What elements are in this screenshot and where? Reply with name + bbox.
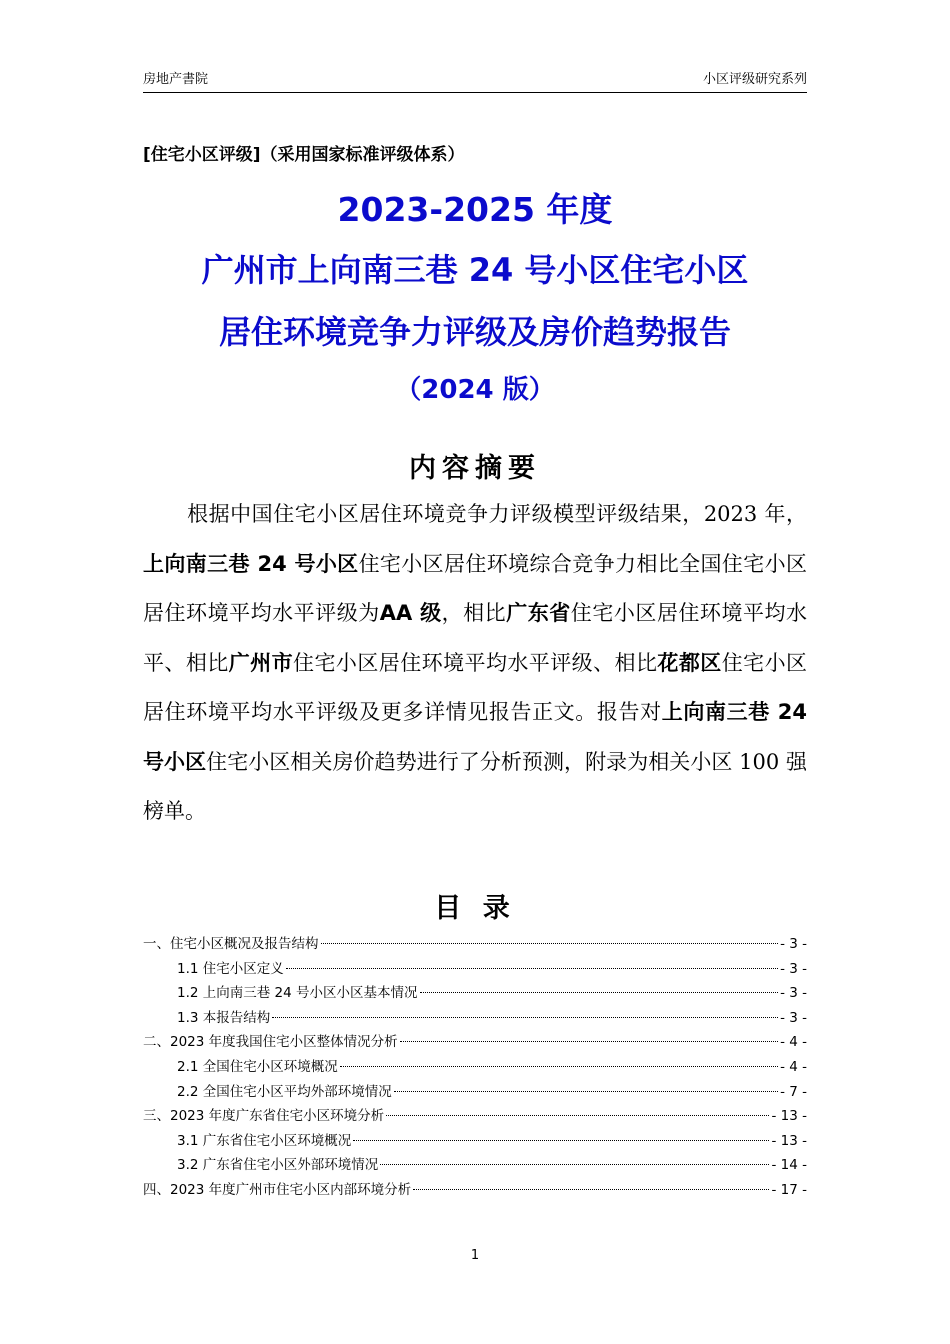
title-year: 2023-2025 年度 (337, 190, 613, 229)
title-edition: （2024 版） (395, 375, 555, 405)
toc-leader-dots (386, 1115, 769, 1116)
toc-entry[interactable] (143, 1153, 807, 1178)
toc-entry[interactable] (143, 1104, 807, 1129)
toc-entry-label: 一、住宅小区概况及报告结构 (143, 936, 319, 952)
abstract-text: 住宅小区居住环境平均水平评级、相比 (293, 650, 658, 675)
toc-entry[interactable] (143, 1080, 807, 1105)
abstract-highlight: 上向南三巷 24 号小区 (143, 551, 359, 576)
toc-entry[interactable] (143, 1129, 807, 1154)
toc-entry-page: - 14 - (771, 1157, 807, 1174)
toc-entry[interactable] (143, 1030, 807, 1055)
title-subject: 广州市上向南三巷 24 号小区住宅小区 (201, 251, 749, 289)
table-of-contents (143, 932, 807, 1203)
abstract-paragraph (143, 490, 807, 837)
abstract-text: 住宅小区居住环境综合竞争力相比全国住宅小区居住环境平均水平评级为 (143, 551, 807, 625)
toc-entry-page: - 3 - (780, 960, 807, 977)
toc-entry-page: - 13 - (771, 1132, 807, 1149)
toc-leader-dots (400, 1041, 778, 1042)
toc-entry[interactable] (143, 1055, 807, 1080)
toc-entry[interactable] (143, 1178, 807, 1203)
toc-entry-label: 二、2023 年度我国住宅小区整体情况分析 (143, 1034, 398, 1051)
toc-leader-dots (353, 1140, 769, 1141)
toc-entry-label: 3.1 广东省住宅小区环境概况 (177, 1132, 352, 1149)
abstract-text: 住宅小区居住环境平均水平、相比 (143, 601, 808, 675)
toc-entry-page: - 3 - (780, 985, 807, 1002)
toc-entry-page: - 17 - (771, 1181, 807, 1198)
toc-leader-dots (321, 943, 779, 944)
toc-entry-label: 四、2023 年度广州市住宅小区内部环境分析 (143, 1181, 412, 1198)
toc-entry-page: - 3 - (780, 1009, 807, 1026)
toc-leader-dots (340, 1066, 778, 1067)
header-publisher: 房地产書院 (143, 72, 209, 87)
toc-entry-label: 1.3 本报告结构 (177, 1009, 271, 1026)
toc-entry-page: - 4 - (780, 1058, 807, 1075)
abstract-body (143, 490, 807, 837)
toc-entry[interactable] (143, 981, 807, 1006)
report-tagline: [住宅小区评级]（采用国家标准评级体系） (143, 145, 465, 165)
toc-entry-label: 3.2 广东省住宅小区外部环境情况 (177, 1157, 379, 1174)
abstract-highlight: 广东省 (506, 601, 571, 625)
toc-leader-dots (413, 1189, 769, 1190)
page-header (143, 66, 807, 93)
abstract-highlight: 广州市 (228, 650, 294, 675)
abstract-text: 住宅小区居住环境平均水平评级及更多详情见报告正文。报告对 (143, 650, 808, 724)
toc-entry-label: 2.1 全国住宅小区环境概况 (177, 1058, 338, 1075)
abstract-highlight: 花都区 (657, 650, 722, 675)
toc-entry[interactable] (143, 957, 807, 982)
toc-entry-label: 1.1 住宅小区定义 (177, 960, 284, 977)
abstract-heading: 内容摘要 (409, 453, 541, 484)
page-number: 1 (470, 1248, 480, 1263)
toc-entry-page: - 13 - (771, 1108, 807, 1125)
abstract-text: ，相比 (441, 601, 507, 625)
toc-leader-dots (420, 992, 779, 993)
toc-leader-dots (272, 1017, 778, 1018)
toc-leader-dots (380, 1164, 769, 1165)
toc-entry-label: 1.2 上向南三巷 24 号小区小区基本情况 (177, 985, 418, 1002)
toc-entry-page: - 4 - (780, 1034, 807, 1051)
abstract-text: 根据中国住宅小区居住环境竞争力评级模型评级结果，2023 年， (187, 502, 807, 526)
abstract-highlight: 上向南三巷 24 号小区 (143, 700, 807, 774)
toc-entry[interactable] (143, 1006, 807, 1031)
toc-entry[interactable] (143, 932, 807, 957)
toc-entry-label: 2.2 全国住宅小区平均外部环境情况 (177, 1083, 392, 1100)
toc-entry-label: 三、2023 年度广东省住宅小区环境分析 (143, 1108, 385, 1125)
abstract-highlight: AA 级 (379, 601, 442, 625)
toc-entry-page: - 7 - (780, 1083, 807, 1100)
abstract-text: 住宅小区相关房价趋势进行了分析预测，附录为相关小区 100 强榜单。 (143, 749, 807, 823)
title-report: 居住环境竞争力评级及房价趋势报告 (218, 313, 731, 351)
toc-heading: 目 录 (434, 893, 516, 924)
toc-leader-dots (394, 1091, 778, 1092)
toc-entry-page: - 3 - (780, 936, 807, 952)
header-series: 小区评级研究系列 (702, 72, 807, 87)
toc-leader-dots (286, 968, 778, 969)
